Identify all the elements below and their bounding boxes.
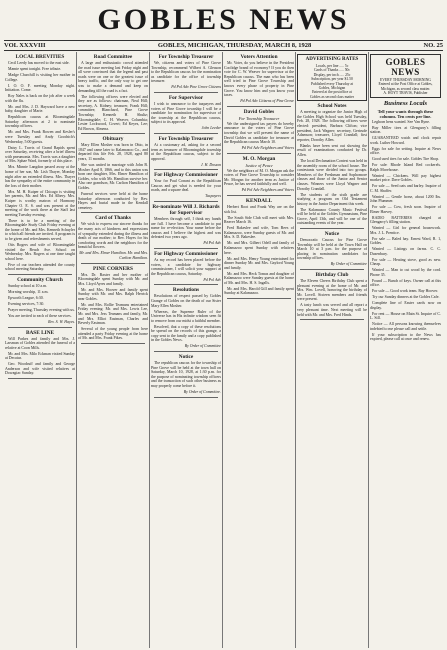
article-paragraph: Your for Paul Conant as the Republican Caucus and get what is needed for your roads, and a square deal. — [151, 179, 221, 193]
article-divider — [8, 378, 72, 379]
article-paragraph: There is to be a meeting of the Bloomingdale Study Club Friday evening at the home of Mr. and Mrs. Kenneth Schuyler to which all friends are invited. A program is to be given and refreshments served. — [5, 218, 75, 242]
article-headline: For Township Treasurer — [158, 135, 214, 142]
newspaper-columns — [4, 52, 443, 648]
article-paragraph: Republican caucus at Bloomingdale Saturday afternoon at 2 to nominate township officers. — [5, 115, 75, 129]
business-local-item: For sale — Baled hay. Ernest Ward, R. 1, Gobles. — [370, 236, 441, 246]
business-locals-heading: Business Locals — [383, 99, 428, 107]
article-signature: By Order of Committee — [184, 344, 221, 349]
article-headline: David Gobles — [243, 108, 275, 115]
news-article — [297, 231, 367, 270]
article-signature: Taxpayers — [205, 194, 221, 199]
article-divider — [154, 133, 218, 134]
article-paragraph: Resolved, that a copy of these resolutions be spread on the records of this grange, a copy sent to the family and a copy published in the Gobles News. — [151, 324, 221, 343]
news-article — [5, 277, 75, 328]
article-headline: M. O. Morgan — [242, 155, 276, 162]
business-local-item: Good used tires for sale. Gobles Tire Shop. — [372, 157, 440, 162]
news-article — [151, 204, 221, 249]
article-signature: Pd Pol Adv — [203, 241, 221, 246]
news-article — [297, 103, 367, 229]
article-paragraph: The Kalamazoo County Music Festival will be held at the Gobles Gymnasium, Pine Grove, April 13th, and will be one of the outstanding events of the year. — [297, 207, 367, 226]
business-local-item: Wanted — Gentle horse, about 1200 lbs. John Plummer. — [370, 194, 441, 204]
article-divider — [227, 298, 291, 299]
article-signature: By Order of Committee. — [183, 390, 221, 394]
publisher-line: A. HOYT TRAVIS, Publisher — [383, 91, 428, 96]
article-signature: Rev. S. W. Hayes. — [48, 319, 75, 324]
publisher-line: EVERY THURSDAY MORNING — [380, 78, 431, 82]
article-headline: Voters Attention — [240, 54, 278, 60]
article-divider — [8, 274, 72, 275]
article-paragraph: At a customary ad, asking for a second term as treasurer of Bloomingdale township at the Republican caucus, subject to the approval. — [151, 142, 221, 161]
article-headline: Birthday Club — [315, 272, 349, 279]
article-subheadline: Justice of Peace — [245, 162, 273, 168]
article-paragraph: A tasty lunch was served and all report a very pleasant time. Next meeting will be held with Mr. and Mrs. Fred Hinds. — [297, 303, 367, 317]
advertising-rate-line: Locals, per line ..... 5c — [315, 64, 349, 68]
article-paragraph: Mr. and Mrs. Gilbert Odell and family of Kalamazoo spent Sunday with relatives here. — [224, 241, 294, 255]
business-local-item: Leghorn hens wanted. See Van Ryne. — [372, 119, 431, 124]
article-paragraph: Sunday school at 10 a.m. — [8, 284, 48, 289]
article-headline: Community Church — [17, 277, 63, 284]
article-paragraph: Mr. and Mrs. Frank Bowen and Kesler's were Tuesday and Andy Goodrich's Wednesday, 5:00 guests. — [5, 130, 75, 144]
article-signature: J. H. Dosson — [200, 162, 221, 167]
article-divider — [154, 397, 218, 398]
business-local-item: For sale: Rhode Island Red cockerels. Ralph Morehouse. — [370, 163, 441, 172]
article-paragraph: Five of our teachers attended the county school meeting Saturday. — [5, 262, 75, 272]
business-local-item: RADIO BATTERIES charged at Glengarry's filling station. — [370, 215, 441, 225]
publisher-box — [370, 54, 441, 98]
news-article — [5, 330, 75, 380]
article-headline: For Highway Commissioner — [154, 250, 218, 257]
news-article — [151, 172, 221, 202]
article-headline: School Notes — [317, 103, 347, 110]
article-divider — [154, 351, 218, 352]
article-headline: BASE LINE — [25, 329, 55, 336]
article-paragraph: The Eleven Cheers Birthday Club spent a pleasant evening at the home of Mr. and Mrs. Wm. Lovell, honoring the birthday of Mr. Lovell. Sixteen members and friends were present. — [297, 279, 367, 302]
article-paragraph: The local Declamation Contest was held in the assembly room of the school house. The contestants were divided into two groups. Members of the Freshman and Sophomore classes and those of the Junior and Senior classes. Winners were Lloyd Wagner and Dorothy Crandall. — [297, 158, 367, 191]
article-headline: KENDALL — [245, 198, 273, 205]
article-paragraph: The republican caucus for the township of Pine Grove will be held at the town hall on Saturday, March 10, 1928, at 1:30 p.m. for the purpose of nominating township officers and the transaction of such other business as may properly come before it. — [151, 361, 221, 389]
news-article — [224, 109, 294, 154]
business-local-item: If your subscription to the News has expired, please call at once and renew. — [370, 332, 441, 342]
article-paragraph: Madge Churchill is visiting her mother in College. — [5, 72, 75, 82]
column-4 — [223, 52, 296, 648]
article-headline: Obituary — [102, 136, 124, 143]
news-article — [151, 287, 221, 352]
publisher-line: Entered at the Post Office at Gobles, — [378, 82, 433, 87]
article-divider — [227, 153, 291, 154]
article-divider — [154, 248, 218, 249]
business-local-item: Eggs for sale for setting. Inquire at News office. — [370, 146, 441, 156]
article-paragraph: Evening services, 7:30. — [8, 301, 45, 306]
news-article — [151, 251, 221, 285]
article-paragraph: Cecil Leedy has moved to the east side. — [8, 61, 70, 65]
article-paragraph: Whereas, the Supreme Ruler of the Universe has in His infinite wisdom seen fit to remove from our midst a faithful member. — [151, 309, 221, 323]
business-local-item: For rent — House on Main St. Inquire of C. L. Sill. — [370, 311, 441, 321]
article-headline: Notice — [178, 354, 194, 361]
article-paragraph: Epworth League, 6:30. — [8, 295, 44, 300]
article-paragraph: Several of the young people from here attended a party Friday evening at the home of Mr. and Mrs. Frank Pikes. — [78, 327, 148, 341]
news-article — [151, 136, 221, 170]
article-paragraph: Resolutions of respect passed by Gobles Grange of Gobles on the death of our Sister Mary Ellen Mosher. — [151, 294, 221, 308]
publisher-line: Michigan, as second class matter. — [380, 86, 431, 91]
advertising-rates-box — [297, 54, 367, 101]
article-signature: By Order of Committee — [330, 262, 367, 267]
business-local-item: Complete line of Easter cards now on display. — [370, 301, 441, 310]
place-date: GOBLES, MICHIGAN, THURSDAY, MARCH 8, 1928 — [157, 42, 312, 49]
business-local-item: For sale — Seed oats and barley. Inquire of C. M. Shaffer. — [370, 184, 441, 193]
article-paragraph: Mr. Voter, do you believe in the President Coolidge brand of economy? If you do then vote for C. W. Weaver for supervisor at the Republican caucus. The man who has been well tried in Pine Grove Township and knows every phase of property in Pine Grove. You know him and you know your taxes. — [224, 61, 294, 98]
article-signature: Mr. and Mrs. Elmer Hamilton. Mr. and Mrs. Carlton Hamilton. — [79, 251, 148, 260]
article-headline: PINE CORNERS — [93, 265, 133, 272]
business-local-item: For sale — Cow, fresh soon. Inquire of Elmer Harvey. — [370, 205, 441, 214]
article-paragraph: Funeral services were held at the home Saturday afternoon conducted by Rev. Hayes and burial made in the Kendall cemetery. — [78, 192, 148, 210]
article-divider — [227, 195, 291, 196]
newspaper-title: GOBLES NEWS — [97, 3, 350, 36]
news-article — [151, 95, 221, 134]
article-headline: Road Committee — [93, 54, 133, 60]
article-paragraph: Mamie spent tonight. Free tribute. — [8, 66, 62, 71]
news-article — [78, 54, 148, 134]
article-divider — [227, 106, 291, 107]
business-local-item: GUARANTEED watch and clock repair work. Luther Howard. — [370, 136, 441, 145]
article-paragraph: She was united in marriage with John B. Mosher April 8, 1866, and to this union was born one daughter, Mrs. Elmer Hamilton of Gobles, who with Mr. Hamilton survive her. Also one grandson, Mr. Carlton Hamilton of Gobles. — [78, 163, 148, 191]
news-article — [224, 156, 294, 196]
column-2 — [77, 52, 150, 648]
article-divider — [81, 212, 145, 213]
article-paragraph: Will Parkes and family and Mrs. J. Larsman of Gobles attended the funeral of a relative at Coon Mills. — [5, 336, 75, 350]
advertising-rate-line: Gobles as second class matter — [309, 94, 355, 99]
business-local-item: Buy Miller tires at Glengarry's filling station. — [370, 125, 441, 135]
business-local-item: Try our Sunday dinners at the Gobles Cafe. — [372, 295, 440, 300]
article-paragraph: Otis Rogers and wife of Bloomingdale visited the Beach Ave. School on Wednesday. Mrs. Rogers at one time taught school here. — [5, 243, 75, 261]
article-divider — [81, 133, 145, 134]
issue-number: NO. 25 — [423, 42, 443, 49]
news-article — [78, 215, 148, 263]
article-headline: For Supervisor — [168, 94, 204, 101]
advertising-rates-heading: ADVERTISING RATES — [305, 57, 359, 62]
article-headline: Notice — [324, 231, 340, 238]
column-6 — [369, 52, 442, 648]
article-paragraph: Mr. and Mrs. Heck Tomas and daughter of Kalamazoo were Sunday guests at the home of Mr. and Mrs. H. S. Ingalls. — [224, 271, 294, 285]
business-local-item: Wanted — Listings on farms. C. C. Dusenbury. — [370, 247, 441, 256]
business-local-item: Wanted — Man to cut wood by the cord. Phone 35. — [370, 268, 441, 277]
article-signature: Pd Pol Adv — [203, 277, 221, 282]
news-article — [297, 272, 367, 320]
column-5 — [296, 52, 369, 648]
advertising-rate-line: Published every Thursday at — [310, 81, 354, 86]
article-paragraph: Geo. Woodruff and family and George Anderson and wife visited relatives at Dowagiac Sunday. — [5, 362, 75, 376]
business-local-item: Wanted — Chickens. Will pay highest market price. Dave Gobles. — [370, 173, 441, 183]
article-signature: Pd Pol Adv Neighbors and Voters — [241, 146, 294, 151]
article-paragraph: Fred Bakeslee and wife, Tom Rees of Kalamazoo, were Sunday guests of Mr. and Mrs. S. D. Bakeslee. — [224, 226, 294, 240]
business-local-item: For sale — Good work team. Ray Hoover. — [372, 289, 439, 294]
article-paragraph: Roy Nales is back on the job after a week with the flu. — [5, 94, 75, 103]
article-divider — [154, 284, 218, 285]
article-headline: Card of Thanks — [95, 215, 131, 222]
volume-number: VOL XXXVIII — [4, 42, 46, 49]
article-paragraph: Mr. and Mrs. Hoover and family spent Sunday with Mr. and Mrs. Ralph Herrick near Gobles. — [78, 287, 148, 301]
article-paragraph: The students of the sixth grade are studying a program on Old Testament history in the Junior Department this week. — [297, 192, 367, 206]
article-paragraph: We the neighbors of M. O. Morgan ask the voters of Pine Grove Township to consider Mr. Morgan for another term as Justice of Peace, he has served faithfully and well. — [224, 168, 294, 187]
article-divider — [300, 319, 364, 320]
advertising-rate-line: Display, per inch ..... 25c — [313, 72, 351, 77]
article-subheadline: For Township Treasurer — [238, 115, 280, 121]
article-paragraph: Mrs. Dr. Baxter and her mother of Bloomingdale spent Sunday with Mr. and Mrs. Lloyd Ayres and family. — [78, 272, 148, 286]
article-paragraph: I. O. O. F. meeting Monday night. Initiation. Come. — [5, 83, 75, 93]
article-paragraph: A large and enthusiastic crowd attended the road issue meeting last Friday night and all were convinced that the legend and past roads were on one or the greatest issue of heavy traffic, and the only way to get one was to make a demand and keep on demanding till the road is a fact. — [78, 61, 148, 93]
article-paragraph: Mr. and Mrs. Rollie Teamans entertained Friday evening: Mr. and Mrs. Lewis Lee, Mr. and Mrs. Jess Teamans and family, Mr. and Mrs. Elliot Eastman, Charles and Beverly Eastman. — [78, 302, 148, 326]
article-paragraph: Mrs. Minnie Langdon passed away at the home of her son, Mr. Lish Thayer, Monday night after an extended illness. Mrs. Thayer has the sympathy of the entire community in the loss of their mother. — [5, 165, 75, 188]
article-paragraph: Members through self, I think my hands are full. I have become a candidate to put name for re-election. Your name before the caucus and I believe the highest and was defeated two years ago. — [151, 217, 221, 240]
advertising-rate-line: Cards of Thanks ..... 50c — [313, 68, 351, 73]
article-paragraph: You are invited to each of these services. — [8, 313, 72, 318]
business-local-item: Notice — All persons knowing themselves indebted to me please call and settle. — [370, 322, 441, 331]
article-divider — [154, 169, 218, 170]
article-paragraph: A meeting to organize the Junior High of the Gobles High School was held Tuesday, Feb. 28, 1928. The following officers were elected: president, Barbara Clifton; vice president, Jack Wagner; secretary, Gertrude Adamson; treasurer, Lloyd Crandall; first reporter, Dorothy Allen. — [297, 110, 367, 142]
article-paragraph: Mrs. M. H. Kuiper of Chicago is visiting her parents, Mr. and Mrs. Ed Albery. Mrs. Kuiper is worthy matron of Harmony Chapter O. E. S. and was present at the meeting of the work there at the Staff last meeting Tuesday evening. — [5, 189, 75, 217]
article-divider — [300, 228, 364, 229]
article-divider — [81, 263, 145, 264]
article-paragraph: The following officers were elected and they are as follows: chairman, Neal Hill; secretary, A. Kidney; treasurer, Frank Hill; committee, Blanchard, Pine Grove Township; Kenneth H. Shultz; Bloomingdale; C. H. Weaver, Columbia; Lester Lockwood, Covert; Ed Keyes, Lee; Ed Brown, Almena. — [78, 94, 148, 131]
news-article — [151, 54, 221, 93]
business-local-item: For sale — Heating stove, good as new. Cheap. — [370, 257, 441, 267]
article-paragraph: Daisy L. Travis of Grand Rapids spent over Saturday, receiving after a brief illness with pneumonia. Mrs. Travis was a daughter of Mrs. Sphae Ward, formerly of this place. — [5, 145, 75, 164]
article-divider — [8, 327, 72, 328]
article-signature: Pd Pol Adv Neighbors and Voters — [241, 188, 294, 193]
column-1 — [4, 52, 77, 648]
article-headline: Resolutions — [172, 287, 200, 294]
advertising-rate-line: Entered at the postoffice at — [312, 90, 352, 95]
article-headline: For Township Treasurer — [158, 54, 214, 60]
article-paragraph: We wish to express our sincere thanks for the many acts of kindness and expressions of sympathy extended during the illness and death of our mother; to Rev. Hayes for his comforting words and the neighbors for the beautiful flowers. — [78, 222, 148, 250]
business-locals-intro: Tell your wants through these columns. Ten cents per line. — [377, 108, 434, 119]
business-local-item: Wanted — Girl for general housework. Mrs. J. L. Prentice. — [370, 226, 441, 235]
article-signature: Pd Pol Adv Citizens of Pine Grove — [240, 99, 294, 104]
article-signature: Pd Pol Adv Pine Grove Citizens — [171, 85, 221, 90]
article-paragraph: Mr. and Mrs. J. D. Hayward have a new baby, daughter of Marie. — [5, 104, 75, 114]
article-headline: LOCAL BREVITIES — [15, 54, 65, 60]
article-paragraph: I wish to announce to the taxpayers and voters of Pine Grove township I will be a candidate for nomination for supervisor of the township at the Republican caucus, subject to its approval. — [151, 101, 221, 125]
article-paragraph: Mr. and Mrs. Milo Eckman visited Sunday at Decatur. — [5, 351, 75, 361]
news-article — [78, 136, 148, 213]
article-divider — [154, 92, 218, 93]
article-paragraph: Mary Ellen Mosher was born in Ohio, in 1847 and came later to Kalamazoo Co., and departed this life Feb. 28, 1928, aged 80 years, 11 months. — [78, 143, 148, 162]
news-article — [224, 198, 294, 299]
masthead — [0, 0, 447, 40]
article-signature: John Leeder — [201, 126, 221, 131]
news-article — [5, 54, 75, 275]
business-local-item: Found — Bunch of keys. Owner call at this office. — [370, 278, 441, 288]
article-paragraph: Mr. and Mrs. Henry Young entertained for dinner Sunday Mr. and Mrs. Gaylord Young and family. — [224, 256, 294, 270]
dateline — [4, 40, 443, 51]
news-article — [151, 354, 221, 398]
article-paragraph: Morning worship, 11 a.m. — [8, 290, 49, 294]
publisher-name: GOBLES NEWS — [385, 57, 426, 77]
news-article — [78, 266, 148, 344]
article-divider — [154, 201, 218, 202]
article-paragraph: Prayer meeting, Thursday evening with us. — [8, 307, 75, 312]
news-article — [224, 54, 294, 107]
article-paragraph: We the undersigned tax payers do hereby announce to the voters of Pine Grove township that we will present the name of David Gobles as candidate for treasurer at the Republican caucus March 10. — [224, 121, 294, 145]
article-paragraph: Democratic Caucus for Pine Grove Township will be held at the Town Hall on March 10 at 3 p.m. for the purpose of placing in nomination candidates for township offices. — [297, 238, 367, 261]
article-divider — [300, 269, 364, 270]
article-headline: Re-nominate Will J. Richards for Supervisor — [152, 204, 220, 217]
column-3 — [150, 52, 223, 648]
article-paragraph: As my record has been placed before the voters, a candidate for highway commissioner, I will solicit your support at the Republican caucus, Saturday. — [151, 257, 221, 276]
article-paragraph: Blanks have been sent out showing the result of examinations conducted by Dr. Allen. — [297, 143, 367, 157]
advertising-rate-line: Subscription, per year $1.50 — [311, 77, 353, 82]
article-paragraph: The South Side Club will meet with Mrs. Reaver March 16. — [224, 215, 294, 225]
article-divider — [81, 343, 145, 344]
advertising-rate-line: Gobles, Michigan — [318, 86, 346, 91]
article-paragraph: Mr. and Mrs. Harold Gill and family spent Sunday at Kalamazoo. — [224, 286, 294, 296]
article-headline: For Highway Commissioner — [154, 172, 218, 179]
article-paragraph: We, citizens and voters of Pine Grove Township, recommend Wilbert A. Gleason to the Republican caucus for the nomination as candidate for the office of township treasurer. — [151, 61, 221, 84]
article-paragraph: Herbert Root and Frank Way are on the sick list. — [224, 205, 294, 214]
